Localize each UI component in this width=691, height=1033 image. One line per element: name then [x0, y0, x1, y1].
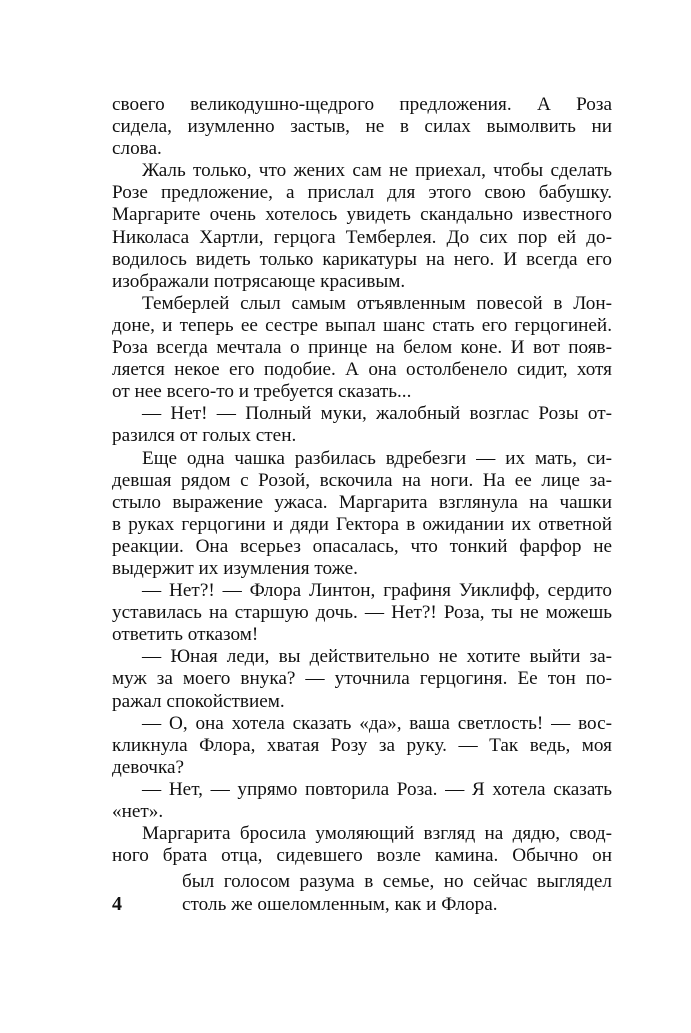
text-line: — Нет! — Полный муки, жалобный возглас Розы от-: [142, 403, 612, 425]
paragraph: [112, 293, 612, 403]
paragraph: [112, 160, 612, 293]
paragraph: [112, 779, 612, 823]
text-line: в руках герцогини и дяди Гектора в ожидании их ответной: [112, 513, 612, 535]
text-line: ного брата отца, сидевшего возле камина. Обычно он: [112, 845, 612, 867]
text-line: Темберлей слыл самым отъявленным повесой в Лон-: [142, 292, 612, 314]
text-line: — Нет, — упрямо повторила Роза. — Я хотела сказать: [142, 778, 612, 800]
text-line: Жаль только, что жених сам не приехал, чтобы сделать: [142, 160, 612, 182]
text-line: слова.: [112, 138, 162, 160]
text-line: Роза всегда мечтала о принце на белом коне. И вот появ-: [112, 337, 612, 359]
paragraph: [112, 646, 612, 712]
paragraph: [112, 580, 612, 646]
text-line: уставилась на старшую дочь. — Нет?! Роза, ты не можешь: [112, 602, 612, 624]
text-line: Николаса Хартли, герцога Темберлея. До сих пор ей до-: [112, 226, 612, 248]
paragraph: [112, 403, 612, 447]
text-line: разился от голых стен.: [112, 425, 297, 447]
text-line: столь же ошеломленным, как и Флора.: [182, 894, 498, 916]
footer-line: [112, 871, 612, 893]
text-line: изображали потрясающе красивым.: [112, 270, 406, 292]
text-line: девшая рядом с Розой, вскочила на ноги. На ее лице за-: [112, 469, 612, 491]
text-line: ляется некое его подобие. А она остолбенело сидит, хотя: [112, 359, 612, 381]
text-line: Маргарите очень хотелось увидеть скандально известного: [112, 204, 612, 226]
text-line: стыло выражение ужаса. Маргарита взглянула на чашки: [112, 491, 612, 513]
text-line: — Юная леди, вы действительно не хотите выйти за-: [142, 646, 612, 668]
text-line: кликнула Флора, хватая Розу за руку. — Так ведь, моя: [112, 734, 612, 756]
text-line: ражал спокойствием.: [112, 690, 285, 712]
text-line: водилось видеть только карикатуры на него. И всегда его: [112, 248, 612, 270]
footer-line: [112, 893, 612, 916]
text-line: был голосом разума в семье, но сейчас выглядел: [182, 871, 612, 892]
page-footer: [112, 871, 612, 916]
page-number: 4: [112, 893, 122, 916]
text-line: выдержит их изумления тоже.: [112, 557, 358, 579]
text-line: «нет».: [112, 801, 164, 822]
text-line: реакции. Она всерьез опасалась, что тонкий фарфор не: [112, 535, 612, 557]
text-line: муж за моего внука? — уточнила герцогиня. Ее тон по-: [112, 668, 612, 690]
text-line: — Нет?! — Флора Линтон, графиня Уиклифф, сердито: [142, 580, 612, 602]
text-line: Розе предложение, а прислал для этого свою бабушку.: [112, 182, 612, 204]
text-line: ответить отказом!: [112, 624, 259, 646]
paragraph: [112, 713, 612, 779]
text-line: от нее всего-то и требуется сказать...: [112, 381, 412, 403]
paragraph: [112, 94, 612, 160]
text-line: девочка?: [112, 756, 185, 778]
text-line: Еще одна чашка разбилась вдребезги — их мать, си-: [142, 447, 612, 469]
text-line: — О, она хотела сказать «да», ваша светлость! — вос-: [142, 712, 612, 734]
text-line: Маргарита бросила умоляющий взгляд на дядю, свод-: [142, 823, 612, 845]
text-line: доне, и теперь ее сестре выпал шанс стать его герцогиней.: [112, 314, 612, 336]
text-line: сидела, изумленно застыв, не в силах вымолвить ни: [112, 116, 612, 138]
paragraph: [112, 823, 612, 867]
text-line: своего великодушно-щедрого предложения. А Роза: [112, 94, 612, 115]
page-body: [112, 94, 612, 867]
paragraph: [112, 448, 612, 581]
